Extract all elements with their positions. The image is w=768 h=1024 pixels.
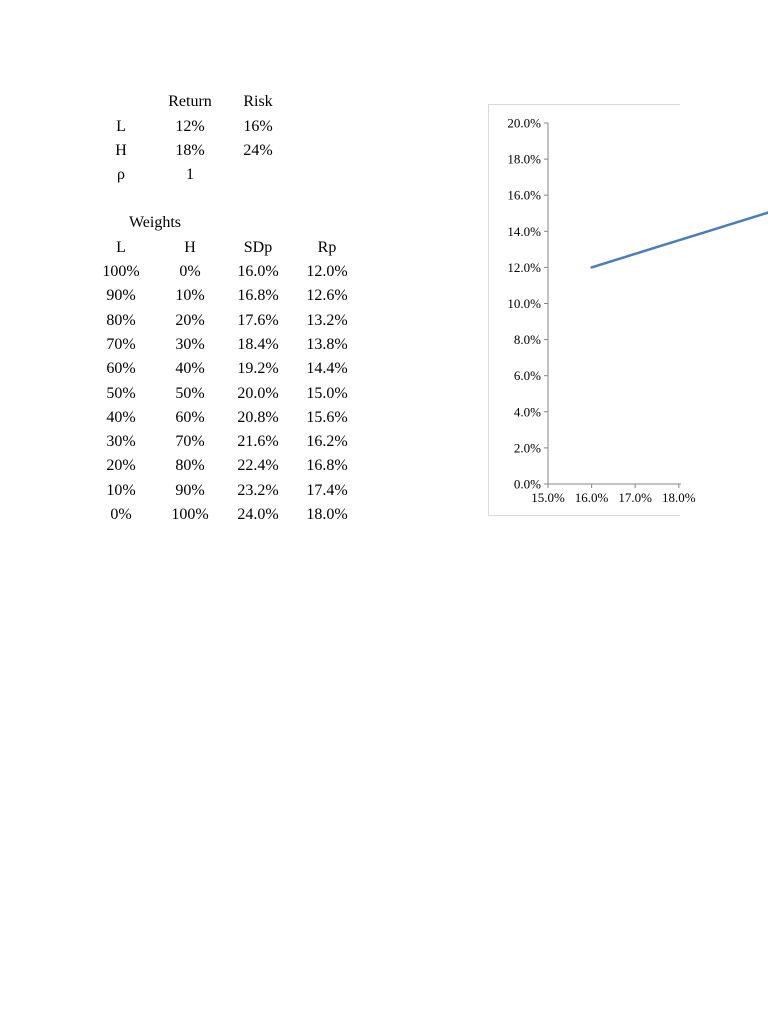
x-tick-label: 16.0% (574, 490, 609, 505)
row-label-h: H (115, 142, 127, 159)
header-l: L (116, 239, 126, 256)
weight-h: 100% (171, 506, 209, 523)
sdp-value: 16.0% (237, 263, 279, 280)
y-tick-label: 14.0% (507, 223, 541, 239)
y-tick-label: 12.0% (507, 259, 541, 275)
y-tick-label: 18.0% (507, 151, 541, 167)
weight-h: 10% (175, 287, 205, 305)
weight-l: 50% (106, 384, 136, 402)
correlation-value: 1 (186, 166, 194, 183)
weight-h: 50% (175, 384, 205, 402)
return-l: 12% (175, 118, 205, 135)
sdp-value: 21.6% (237, 433, 279, 451)
row-label-rho: ρ (117, 166, 125, 183)
weight-l: 20% (106, 457, 136, 475)
weight-l: 80% (106, 311, 136, 329)
rp-value: 15.0% (306, 384, 348, 402)
series-line (592, 159, 768, 267)
x-tick-label: 17.0% (618, 490, 652, 505)
sdp-value: 23.2% (237, 481, 279, 499)
weight-h: 90% (175, 481, 205, 499)
weight-h: 60% (175, 408, 205, 426)
header-h: H (184, 239, 196, 256)
sdp-value: 20.8% (237, 408, 279, 426)
chart-area (488, 104, 696, 516)
x-tick-label: 18.0% (662, 490, 696, 505)
header-sdp: SDp (243, 239, 273, 256)
sdp-value: 18.4% (237, 335, 279, 353)
header-rp: Rp (317, 239, 337, 256)
rp-value: 14.4% (306, 360, 348, 378)
risk-l: 16% (243, 118, 273, 135)
weight-l: 30% (106, 433, 136, 451)
weight-l: 0% (110, 506, 132, 523)
rp-value: 15.6% (306, 408, 348, 426)
weight-h: 20% (175, 311, 205, 329)
weight-l: 100% (102, 263, 140, 280)
weight-h: 30% (175, 335, 205, 353)
y-tick-label: 16.0% (507, 187, 541, 203)
rp-value: 12.0% (306, 263, 348, 280)
row-label-l: L (116, 118, 126, 135)
header-return: Return (168, 93, 212, 110)
y-tick-label: 0.0% (513, 476, 541, 492)
sdp-value: 22.4% (237, 457, 279, 475)
weights-title: Weights (128, 214, 182, 231)
y-tick-label: 20.0% (507, 115, 541, 131)
sdp-value: 19.2% (237, 360, 279, 378)
line-chart (489, 105, 696, 517)
rp-value: 17.4% (306, 481, 348, 499)
header-risk: Risk (243, 93, 273, 110)
weight-h: 80% (175, 457, 205, 475)
weight-h: 70% (175, 433, 205, 451)
y-tick-label: 8.0% (513, 332, 541, 348)
weight-l: 40% (106, 408, 136, 426)
weight-h: 40% (175, 360, 205, 378)
rp-value: 18.0% (306, 506, 348, 523)
weight-l: 60% (106, 360, 136, 378)
sdp-value: 24.0% (237, 506, 279, 523)
rp-value: 16.2% (306, 433, 348, 451)
y-tick-label: 6.0% (513, 368, 541, 384)
rp-value: 13.2% (306, 311, 348, 329)
y-tick-label: 10.0% (507, 296, 541, 311)
sdp-value: 17.6% (237, 311, 279, 329)
rp-value: 13.8% (306, 335, 348, 353)
rp-value: 16.8% (306, 457, 348, 475)
weight-l: 90% (106, 287, 136, 305)
weight-h: 0% (179, 263, 201, 280)
sdp-value: 16.8% (237, 287, 279, 305)
x-tick-label: 15.0% (531, 490, 565, 505)
sdp-value: 20.0% (237, 384, 279, 402)
weight-l: 10% (106, 481, 136, 499)
return-h: 18% (175, 142, 205, 159)
weight-l: 70% (106, 335, 136, 353)
rp-value: 12.6% (306, 287, 348, 305)
risk-h: 24% (243, 142, 273, 159)
y-tick-label: 2.0% (513, 440, 541, 456)
y-tick-label: 4.0% (513, 404, 541, 420)
